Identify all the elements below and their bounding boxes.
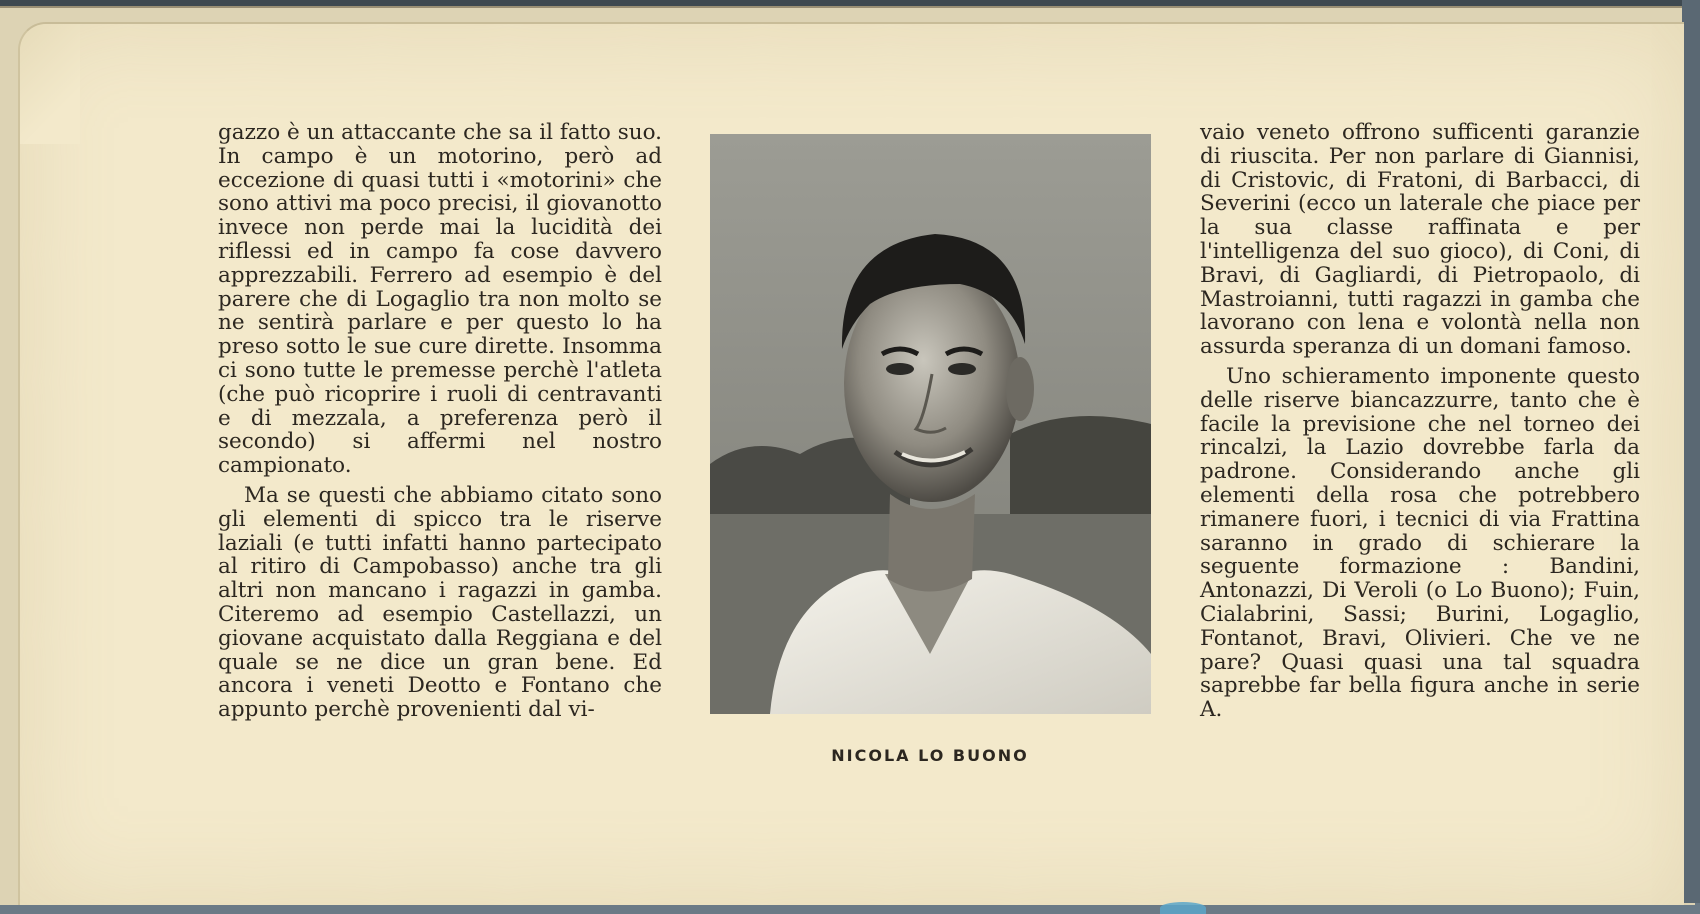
photo-caption: NICOLA LO BUONO <box>831 746 1029 765</box>
player-portrait-illustration <box>710 134 1151 714</box>
player-photo <box>710 134 1151 714</box>
left-text-column <box>218 121 662 728</box>
scanner-background-right <box>1682 0 1700 903</box>
article-paragraph: vaio veneto offrono sufficenti garanzie di riuscita. Per non parlare di Giannisi, di Cristovic, di Fratoni, di Barbacci, di Severini (ecco un laterale che piace per la sua classe raffinata e per l'intelligenza del suo gioco), di Coni, di Bravi, di Gagliardi, di Pietropaolo, di Mastroianni, tutti ragazzi in gamba che lavorano con lena e volontà nella non assurda speranza di un domani famoso. <box>1200 120 1640 360</box>
right-text-column <box>1200 121 1640 728</box>
article-paragraph: Uno schieramento imponente questo delle riserve biancazzurre, tanto che è facile la previsione che nel torneo dei rincalzi, la Lazio dovrebbe farla da padrone. Considerando anche gli elementi della rosa che potrebbero rimanere fuori, i tecnici di via Frattina saranno in grado di schierare la seguente formazione : Bandini, Antonazzi, Di Veroli (o Lo Buono); Fuin, Cialabrini, Sassi; Burini, Logaglio, Fontanot, Bravi, Olivieri. Che ve ne pare? Quasi quasi una tal squadra saprebbe far bella figura anche in serie A. <box>1200 363 1640 723</box>
article-paragraph: Ma se questi che abbiamo citato sono gli elementi di spicco tra le riserve laziali (e tutti infatti hanno partecipato al ritiro di Campobasso) anche tra gli altri non mancano i ragazzi in gamba. Citeremo ad esempio Castellazzi, un giovane acquistato dalla Reggiana e del quale se ne dice un gran bene. Ed ancora i veneti Deotto e Fontano che appunto perchè provenienti dal vi- <box>218 482 662 723</box>
article-paragraph: gazzo è un attaccante che sa il fatto suo. In campo è un motorino, però ad eccezione di quasi tutti i «motorini» che sono attivi ma poco precisi, il giovanotto invece non perde mai la lucidità dei riflessi ed in campo fa cose davvero apprezzabili. Ferrero ad esempio è del parere che di Logaglio tra non molto se ne sentirà parlare e per questo lo ha preso sotto le sue cure dirette. Insomma ci sono tutte le premesse perchè l'atleta (che può ricoprire i ruoli di centravanti e di mezzala, a preferenza però il secondo) si affermi nel nostro campionato. <box>218 120 662 479</box>
page-corner-fold <box>20 24 80 144</box>
ink-stain <box>1160 902 1206 914</box>
